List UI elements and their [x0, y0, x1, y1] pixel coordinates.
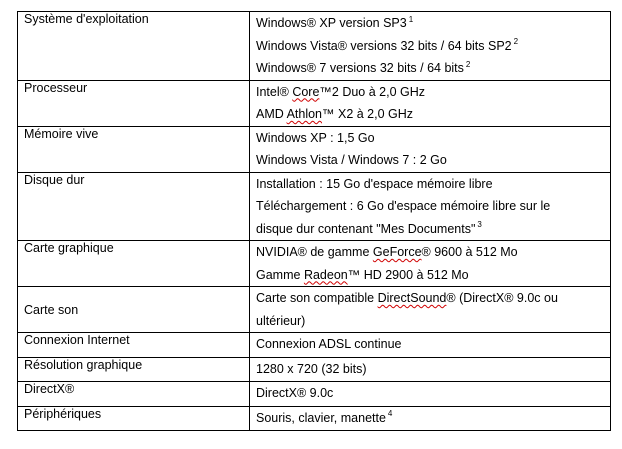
row-label: Résolution graphique: [18, 357, 250, 382]
value-text: Windows Vista® versions 32 bits / 64 bits SP2: [256, 38, 512, 53]
row-value: [250, 12, 611, 81]
row-label: Système d'exploitation: [18, 12, 250, 81]
footnote-marker: 4: [387, 409, 393, 419]
value-text: Installation : 15 Go d'espace mémoire libre: [256, 176, 493, 191]
footnote-marker: 2: [513, 37, 519, 47]
requirements-table-body: [18, 12, 611, 431]
row-label: Mémoire vive: [18, 126, 250, 172]
value-text: ™ HD 2900 à 512 Mo: [347, 267, 469, 282]
value-line: [256, 81, 604, 104]
value-text: ® (DirectX® 9.0c ou: [446, 291, 558, 305]
row-value: [250, 357, 611, 382]
value-line: [256, 241, 604, 264]
value-line: [256, 358, 604, 382]
value-line: [256, 333, 604, 357]
value-line: [256, 103, 604, 126]
row-label: Périphériques: [18, 406, 250, 431]
value-text: Carte son compatible: [256, 291, 378, 305]
value-text: Windows® XP version SP3: [256, 16, 407, 30]
value-line: [256, 35, 604, 58]
value-text: ® 9600 à 512 Mo: [421, 245, 518, 259]
row-value: [250, 287, 611, 333]
row-value: [250, 241, 611, 287]
value-line: [256, 310, 604, 333]
footnote-marker: 1: [408, 14, 414, 24]
row-value: [250, 406, 611, 431]
value-line: [256, 195, 604, 218]
value-line: [256, 12, 604, 35]
row-label: DirectX®: [18, 382, 250, 407]
value-text: Souris, clavier, manette: [256, 410, 386, 425]
spellcheck-word: GeForce: [372, 245, 422, 259]
table-row: [18, 80, 611, 126]
row-label: Processeur: [18, 80, 250, 126]
table-row: [18, 406, 611, 431]
table-row: [18, 126, 611, 172]
row-value: [250, 172, 611, 241]
value-text: Connexion ADSL continue: [256, 337, 402, 351]
table-row: [18, 12, 611, 81]
spellcheck-word: DirectSound: [377, 291, 447, 305]
value-line: [256, 127, 604, 150]
table-row: [18, 287, 611, 333]
table-row: [18, 382, 611, 407]
row-label: Disque dur: [18, 172, 250, 241]
requirements-table: [17, 11, 611, 431]
value-line: [256, 287, 604, 310]
value-line: [256, 149, 604, 172]
row-label: Carte graphique: [18, 241, 250, 287]
value-text: NVIDIA® de gamme: [256, 245, 373, 259]
value-text: Windows Vista / Windows 7 : 2 Go: [256, 153, 447, 167]
value-line: [256, 57, 604, 80]
value-text: ™ X2 à 2,0 GHz: [322, 107, 414, 121]
spellcheck-word: Athlon: [286, 107, 323, 121]
value-text: disque dur contenant "Mes Documents": [256, 221, 476, 236]
value-text: Windows XP : 1,5 Go: [256, 130, 375, 145]
value-line: [256, 173, 604, 196]
table-row: [18, 357, 611, 382]
table-row: [18, 241, 611, 287]
row-value: [250, 80, 611, 126]
value-text: AMD: [256, 107, 287, 121]
value-text: 1280 x 720 (32 bits): [256, 361, 367, 376]
value-text: ™2 Duo à 2,0 GHz: [319, 84, 426, 99]
spellcheck-word: Core: [292, 84, 320, 99]
footnote-marker: 3: [477, 220, 482, 230]
value-line: [256, 264, 604, 287]
value-text: Windows® 7 versions 32 bits / 64 bits: [256, 61, 464, 75]
value-line: [256, 218, 604, 241]
value-text: DirectX® 9.0c: [256, 386, 334, 400]
footnote-marker: 2: [465, 59, 471, 69]
table-row: [18, 172, 611, 241]
row-value: [250, 382, 611, 407]
value-text: ultérieur): [256, 313, 306, 328]
value-text: Gamme: [256, 267, 304, 282]
table-row: [18, 333, 611, 358]
row-value: [250, 333, 611, 358]
value-line: [256, 407, 604, 431]
row-value: [250, 126, 611, 172]
value-line: [256, 382, 604, 406]
value-text: Téléchargement : 6 Go d'espace mémoire libre sur le: [256, 199, 551, 213]
spellcheck-word: Radeon: [303, 267, 348, 282]
row-label: Connexion Internet: [18, 333, 250, 358]
row-label: Carte son: [18, 287, 250, 333]
value-text: Intel®: [256, 84, 293, 99]
